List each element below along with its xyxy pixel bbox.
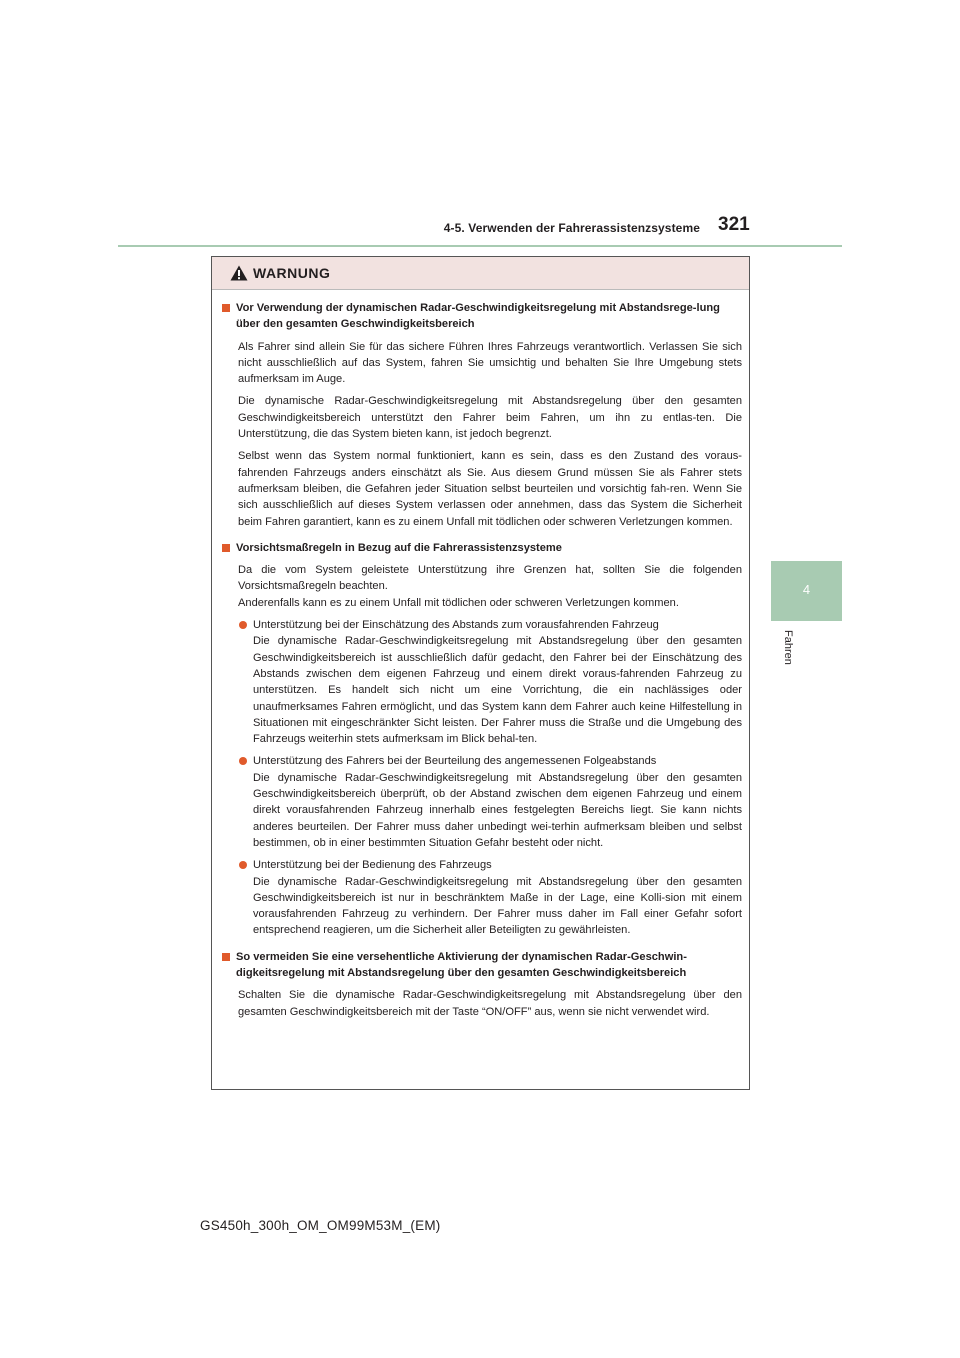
paragraph: Die dynamische Radar-Geschwindigkeitsregelung mit Abstandsregelung über den gesamten Geschwindigkeitsbereich unterstützt den Fahrer beim Fahren, um ihn zu entlas-ten. Die Unterstützung, die das System bieten kann, ist jedoch begrenzt. [238,395,742,441]
square-bullet-icon [222,953,230,961]
section-heading-text: So vermeiden Sie eine versehentliche Aktivierung der dynamischen Radar-Geschwin-digkeitsregelung mit Abstandsregelung über den gesamten Geschwindigkeitsbereich [236,950,687,979]
section-heading [222,540,742,556]
list-item [222,753,742,851]
chapter-label-text: Fahren [782,630,794,665]
list-item-title: Unterstützung bei der Einschätzung des Abstands zum vorausfahrenden Fahrzeug [253,619,659,632]
round-bullet-icon [239,757,247,765]
list-item-text: Die dynamische Radar-Geschwindigkeitsregelung mit Abstandsregelung über den gesamten Geschwindigkeitsbereich ist ausschließlich dafür gedacht, den Fahrer bei der Einschätzung des Abstands zwischen dem eigenen Fahrzeug und einem direkt voraus-fahrenden Fahrzeug zu unterstützen. Es handelt sich nicht um eine Vorrichtung, die ein nachlässiges oder unaufmerksames Fahren ermöglicht, und das System kann dem Fahrer auch keine Hilfestellung in Situationen mit eingeschränkter Sicht leisten. Der Fahrer muss die Straße und die Umgebung des Fahrzeugs weiterhin stets aufmerksam im Blick behal-ten. [253,635,742,746]
warning-triangle-icon [230,265,248,281]
page-number: 321 [718,214,750,235]
list-item-text: Die dynamische Radar-Geschwindigkeitsregelung mit Abstandsregelung über den gesamten Geschwindigkeitsbereich überprüft, ob der Abstand zwischen dem eigenen Fahrzeug und einem direkt vorausfahrenden Fahrzeug innerhalb eines festgelegten Bereichs liegt. Sie kann nichts anderes beurteilen. Der Fahrer muss daher unbedingt wei-terhin aufmerksam bleiben und selbst bestimmen, ob in einer bestimmten Situation Gefahr besteht oder nicht. [253,771,742,849]
chapter-tab: 4 [771,561,842,621]
paragraph: Selbst wenn das System normal funktioniert, kann es sein, dass es den Zustand des voraus-fahrenden Fahrzeugs anders einschätzt als Sie. Aus diesem Grund müssen Sie als Fahrer stets aufmerksam bleiben, die Gefahren jeder Situation selbst beurteilen und vorsichtig fah-ren. Wenn Sie sich ausschließlich auf dieses System verlassen oder annehmen, dass das System die Sicherheit beim Fahren garantiert, kann es zu einem Unfall mit tödlichen oder schweren Verletzungen kommen. [238,450,742,528]
section-heading [222,300,742,333]
list-item [222,857,742,938]
section-heading-text: Vorsichtsmaßregeln in Bezug auf die Fahrerassistenzsysteme [236,541,562,554]
warning-body [212,290,749,1020]
square-bullet-icon [222,544,230,552]
section-heading [222,949,742,982]
section-title: 4-5. Verwenden der Fahrerassistenzsysteme [443,221,700,235]
list-item-title: Unterstützung bei der Bedienung des Fahrzeugs [253,859,492,872]
section-heading-text: Vor Verwendung der dynamischen Radar-Geschwindigkeitsregelung mit Abstandsrege-lung über den gesamten Geschwindigkeitsbereich [236,302,720,331]
list-item-text: Die dynamische Radar-Geschwindigkeitsregelung mit Abstandsregelung über den gesamten Geschwindigkeitsbereich ist nur in beschränktem Maße in der Lage, eine Kolli-sion mit einem vorausfahrenden Fahrzeug zu verhindern. Der Fahrer muss daher im Fall einer Gefahr sofort entsprechend reagieren, um die Sicherheit aller Beteiligten zu gewährleisten. [253,875,742,937]
list-item [222,617,742,747]
round-bullet-icon [239,621,247,629]
warning-section [222,540,742,939]
list-item-title: Unterstützung des Fahrers bei der Beurteilung des angemessenen Folgeabstands [253,755,657,768]
document-id: GS450h_300h_OM_OM99M53M_(EM) [200,1218,441,1233]
warning-section [222,300,742,530]
round-bullet-icon [239,861,247,869]
paragraph: Anderenfalls kann es zu einem Unfall mit tödlichen oder schweren Verletzungen kommen. [238,596,679,609]
warning-title: WARNUNG [253,265,331,281]
paragraph: Als Fahrer sind allein Sie für das sichere Führen Ihres Fahrzeugs verantwortlich. Verlassen Sie sich nicht ausschließlich auf das System, fahren Sie umsichtig und behalten Sie Ihre Umgebung stets aufmerksam im Auge. [238,340,742,386]
paragraph: Schalten Sie die dynamische Radar-Geschwindigkeitsregelung mit Abstandsregelung über den gesamten Geschwindigkeitsbereich mit der Taste “ON/OFF” aus, wenn sie nicht verwendet wird. [238,989,742,1018]
paragraph: Da die vom System geleistete Unterstützung ihre Grenzen hat, sollten Sie die folgenden Vorsichtsmaßregeln beachten. [238,564,742,593]
warning-header [212,257,749,290]
warning-section [222,949,742,1020]
header-rule [118,245,842,247]
warning-box [211,256,750,1090]
chapter-label [780,630,836,690]
square-bullet-icon [222,304,230,312]
